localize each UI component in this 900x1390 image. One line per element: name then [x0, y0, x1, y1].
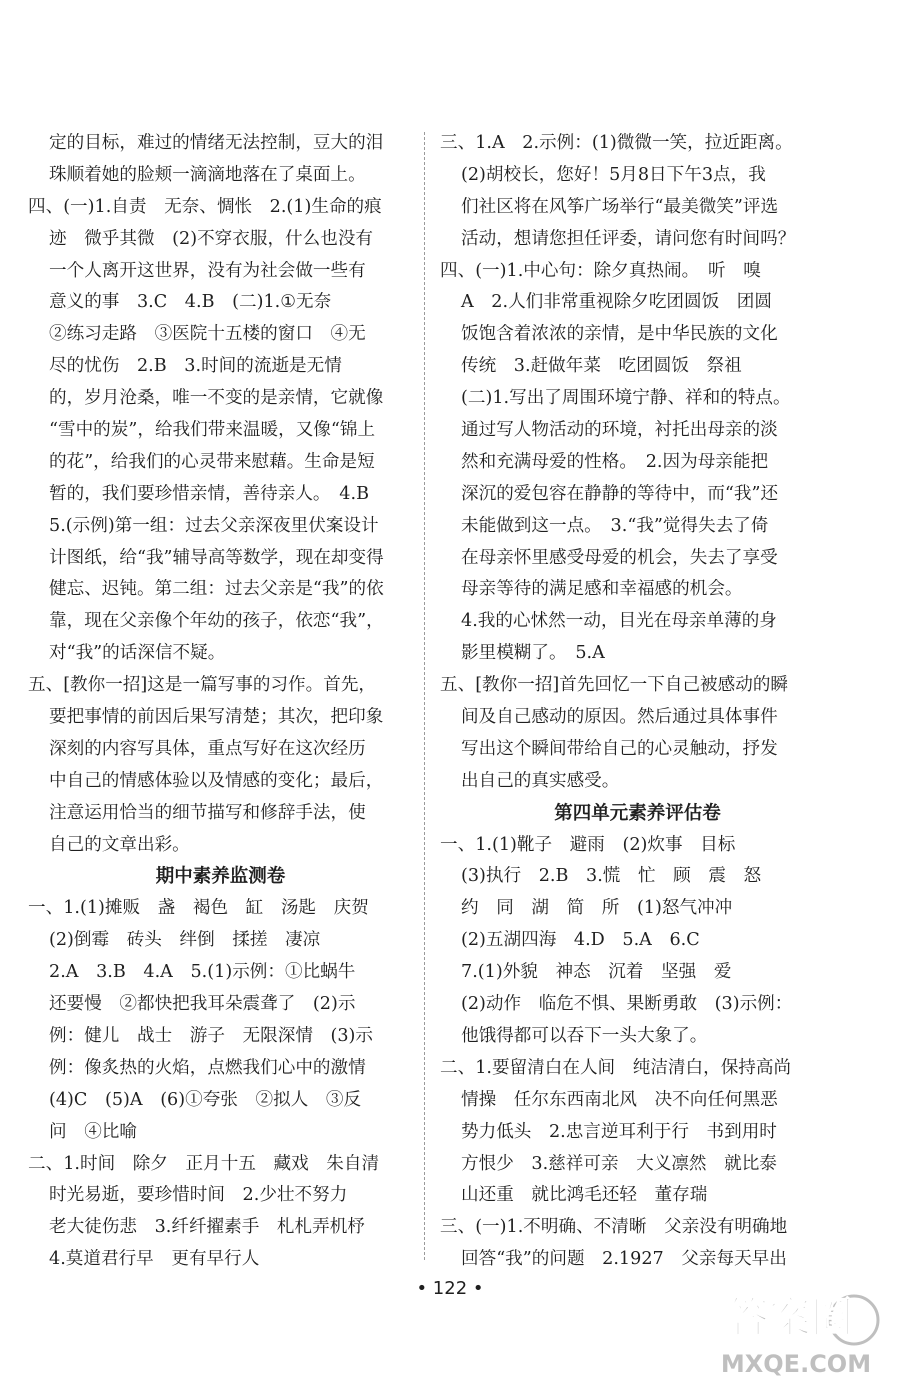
answer-line: 他饿得都可以吞下一头大象了。 [461, 1025, 708, 1046]
answer-line: 一、1.(1)摊贩 盏 褐色 缸 汤匙 庆贺 [28, 898, 369, 919]
answer-line: 尽的忧伤 2.B 3.时间的流逝是无情 [49, 356, 342, 377]
answer-line: “雪中的炭”，给我们带来温暖，又像“锦上 [49, 420, 376, 441]
answer-line: 回答“我”的问题 2.1927 父亲每天早出 [461, 1249, 787, 1270]
answer-line: 然和充满母爱的性格。 2.因为母亲能把 [461, 451, 769, 472]
answer-line: 五、[教你一招]首先回忆一下自己被感动的瞬 [440, 675, 789, 696]
answer-line: 例：健儿 战士 游子 无限深情 (3)示 [49, 1025, 374, 1046]
answer-line: 深刻的内容写具体，重点写好在这次经历 [49, 738, 366, 759]
answer-line: 7.(1)外貌 神态 沉着 坚强 爱 [461, 962, 732, 983]
section-heading: 第四单元素养评估卷 [554, 802, 721, 824]
answer-line: 通过写人物活动的环境，衬托出母亲的淡 [461, 420, 778, 441]
answer-line: 活动，想请您担任评委，请问您有时间吗？ [461, 228, 796, 249]
answer-line: 写出这个瞬间带给自己的心灵触动，抒发 [461, 738, 778, 759]
answer-line: 间及自己感动的原因。然后通过具体事件 [461, 707, 778, 728]
answer-line: (3)执行 2.B 3.慌 忙 顾 震 怒 [461, 866, 762, 887]
answer-line: 方恨少 3.慈祥可亲 大义凛然 就比泰 [461, 1153, 777, 1174]
answer-line: 的花”，给我们的心灵带来慰藉。生命是短 [49, 451, 375, 472]
answer-line: 二、1.要留清白在人间 纯洁清白，保持高尚 [440, 1057, 792, 1078]
answer-line: 传统 3.赶做年菜 吃团圆饭 祭祖 [461, 356, 742, 377]
watermark-logo [704, 1272, 884, 1382]
answer-line: 四、(一)1.自责 无奈、惆怅 2.(1)生命的痕 [28, 196, 382, 217]
answer-line: 饭饱含着浓浓的亲情，是中华民族的文化 [461, 324, 778, 345]
answer-line: 意义的事 3.C 4.B (二)1.①无奈 [49, 292, 332, 313]
answer-line: 们社区将在风筝广场举行“最美微笑”评选 [461, 196, 779, 217]
right-column [440, 128, 835, 1276]
watermark-sub-text: MXQE.COM [720, 1350, 872, 1378]
answer-line: (2)五湖四海 4.D 5.A 6.C [461, 930, 700, 951]
answer-line: 4.莫道君行早 更有早行人 [49, 1249, 260, 1270]
answer-line: 2.A 3.B 4.A 5.(1)示例：①比蜗牛 [49, 962, 356, 983]
answer-line: 出自己的真实感受。 [461, 770, 620, 791]
answer-line: 靠，现在父亲像个年幼的孩子，依恋“我”， [49, 611, 384, 632]
answer-line: 二、1.时间 除夕 正月十五 藏戏 朱自清 [28, 1153, 380, 1174]
answer-line: 4.我的心怵然一动，目光在母亲单薄的身 [461, 611, 777, 632]
answer-line: 势力低头 2.忠言逆耳利于行 书到用时 [461, 1121, 777, 1142]
answer-line: 时光易逝，要珍惜时间 2.少壮不努力 [49, 1185, 348, 1206]
answer-line: 中自己的情感体验以及情感的变化；最后， [49, 770, 384, 791]
answer-line: 计图纸，给“我”辅导高等数学，现在却变得 [49, 547, 384, 568]
answer-line: 三、1.A 2.示例：(1)微微一笑，拉近距离。 [440, 133, 793, 153]
answer-line: 健忘、迟钝。第二组：过去父亲是“我”的依 [49, 579, 384, 600]
answer-line: 迹 微乎其微 (2)不穿衣服，什么也没有 [49, 228, 374, 249]
column-divider [424, 132, 425, 1260]
answer-line: (2)胡校长，您好！5月8日下午3点，我 [461, 164, 766, 185]
answer-line: 四、(一)1.中心句：除夕真热闹。 听 嗅 [440, 260, 761, 281]
answer-line: 情操 任尔东西南北风 决不向任何黑恶 [461, 1089, 778, 1110]
answer-line: 对“我”的话深信不疑。 [49, 643, 226, 664]
answer-line: 深沉的爱包容在静静的等待中，而“我”还 [461, 483, 779, 504]
answer-line: 一个人离开这世界，没有为社会做一些有 [49, 260, 366, 281]
answer-line: 一、1.(1)靴子 避雨 (2)炊事 目标 [440, 834, 736, 855]
answer-line: 影里模糊了。 5.A [461, 643, 605, 664]
answer-line: (2)倒霉 砖头 绊倒 揉搓 凄凉 [49, 930, 321, 951]
answer-line: 自己的文章出彩。 [49, 834, 190, 855]
watermark-main-text: 答案圈 [726, 1293, 854, 1342]
answer-line: 要把事情的前因后果写清楚；其次，把印象 [49, 707, 384, 728]
answer-line: 例：像炙热的火焰，点燃我们心中的激情 [49, 1057, 366, 1078]
left-column [28, 128, 413, 1276]
answer-line: 问 ④比喻 [49, 1121, 137, 1142]
answer-line: 5.(示例)第一组：过去父亲深夜里伏案设计 [49, 515, 379, 536]
section-heading: 期中素养监测卷 [155, 866, 286, 888]
page-number: • 122 • [416, 1278, 484, 1299]
answer-line: 老大徒伤悲 3.纤纤擢素手 札札弄机杼 [49, 1217, 365, 1238]
answer-line: 的，岁月沧桑，唯一不变的是亲情，它就像 [49, 388, 384, 409]
answer-line: 三、(一)1.不明确、不清晰 父亲没有明确地 [440, 1217, 788, 1238]
answer-line: 在母亲怀里感受母爱的机会，失去了享受 [461, 547, 778, 568]
answer-line: 五、[教你一招]这是一篇写事的习作。首先， [28, 675, 377, 696]
answer-line: 定的目标，难过的情绪无法控制，豆大的泪 [49, 133, 384, 153]
answer-line: 注意运用恰当的细节描写和修辞手法，使 [49, 802, 366, 823]
answer-line: 未能做到这一点。 3.“我”觉得失去了倚 [461, 515, 769, 536]
answer-line: ②练习走路 ③医院十五楼的窗口 ④无 [49, 324, 366, 345]
answer-line: 山还重 就比鸿毛还轻 董存瑞 [461, 1185, 708, 1206]
answer-line: 还要慢 ②都快把我耳朵震聋了 (2)示 [49, 994, 356, 1015]
answer-line: 约 同 湖 简 所 (1)怒气冲冲 [461, 898, 733, 919]
answer-line: (4)C (5)A (6)①夸张 ②拟人 ③反 [49, 1089, 362, 1110]
answer-line: 母亲等待的满足感和幸福感的机会。 [461, 579, 743, 600]
answer-line: 暂的，我们要珍惜亲情，善待亲人。 4.B [49, 483, 370, 504]
answer-line: (2)动作 临危不惧、果断勇敢 (3)示例： [461, 994, 793, 1015]
answer-line: 珠顺着她的脸颊一滴滴地落在了桌面上。 [49, 164, 366, 185]
answer-line: (二)1.写出了周围环境宁静、祥和的特点。 [461, 388, 791, 409]
answer-line: A 2.人们非常重视除夕吃团圆饭 团圆 [461, 292, 772, 313]
